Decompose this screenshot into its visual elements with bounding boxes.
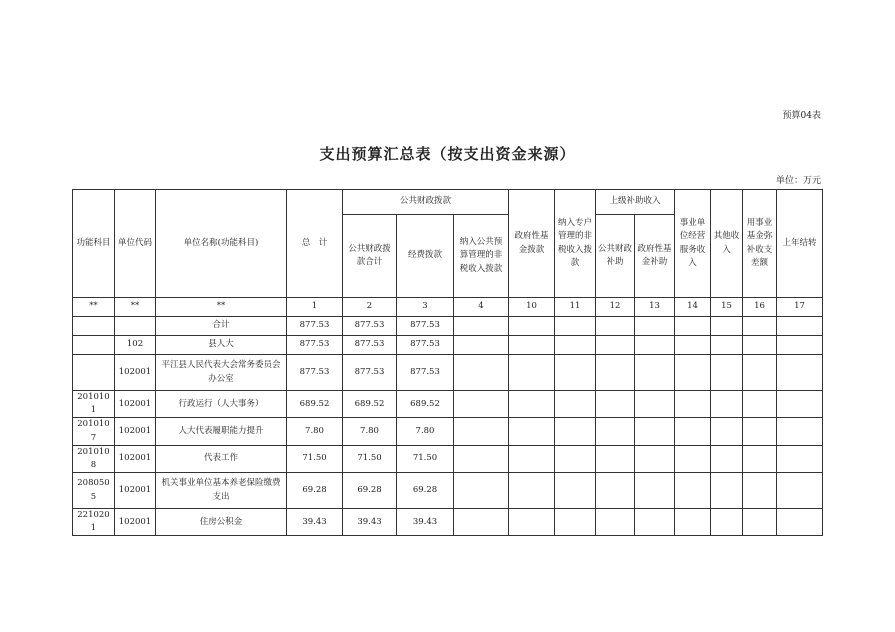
cell-total: 71.50 (287, 445, 343, 472)
cell-funding: 877.53 (397, 317, 454, 336)
table-row (73, 473, 823, 509)
cell-funding: 877.53 (397, 355, 454, 391)
unit-label: 单位：万元 (775, 176, 821, 186)
cell-func: 2080505 (73, 473, 115, 509)
page-title: 支出预算汇总表（按支出资金来源） (319, 145, 576, 163)
cell-func (73, 355, 115, 391)
cell-total: 877.53 (287, 355, 343, 391)
cell-funding: 7.80 (397, 418, 454, 445)
budget-table (72, 189, 823, 536)
cell-pf-total: 877.53 (343, 336, 397, 355)
header-special-nontax: 纳入专户管理的非税收入拨款 (555, 190, 596, 298)
table-row (73, 418, 823, 445)
cell-code: 102001 (115, 509, 156, 536)
cell-func: 2010101 (73, 391, 115, 418)
table-row (73, 355, 823, 391)
cell-func: 2210201 (73, 509, 115, 536)
cell-code: 102001 (115, 391, 156, 418)
header-superior: 上级补助收入 (596, 190, 675, 215)
col-num: 1 (287, 298, 343, 317)
header-other: 其他收入 (711, 190, 743, 298)
cell-total: 877.53 (287, 336, 343, 355)
col-num: 4 (454, 298, 509, 317)
header-unit-name: 单位名称(功能科目) (156, 190, 287, 298)
table-row (73, 336, 823, 355)
cell-name: 住房公积金 (156, 509, 287, 536)
cell-code: 102001 (115, 445, 156, 472)
cell-code: 102001 (115, 418, 156, 445)
header-func-code: 功能科目 (73, 190, 115, 298)
col-num: 15 (711, 298, 743, 317)
header-business: 事业单位经营服务收入 (675, 190, 711, 298)
cell-name: 合计 (156, 317, 287, 336)
cell-funding: 39.43 (397, 509, 454, 536)
cell-pf-total: 877.53 (343, 317, 397, 336)
table-row (73, 391, 823, 418)
cell-funding: 689.52 (397, 391, 454, 418)
cell-pf-total: 71.50 (343, 445, 397, 472)
cell-funding: 877.53 (397, 336, 454, 355)
header-row-1 (73, 190, 823, 215)
cell-code: 102001 (115, 473, 156, 509)
col-num: 14 (675, 298, 711, 317)
header-fund-makeup: 用事业基金弥补收支差额 (743, 190, 777, 298)
cell-total: 69.28 (287, 473, 343, 509)
cell-code (115, 317, 156, 336)
header-gov-fund: 政府性基金拨款 (509, 190, 555, 298)
cell-pf-total: 689.52 (343, 391, 397, 418)
cell-name: 县人大 (156, 336, 287, 355)
header-unit-code: 单位代码 (115, 190, 156, 298)
col-num: 3 (397, 298, 454, 317)
table-row (73, 445, 823, 472)
col-num: 16 (743, 298, 777, 317)
cell-name: 行政运行（人大事务） (156, 391, 287, 418)
form-number: 预算04表 (782, 111, 821, 121)
header-public-finance-total: 公共财政拨款合计 (343, 215, 397, 298)
header-sup-public: 公共财政补助 (596, 215, 635, 298)
header-nonbudget: 纳入公共预算管理的非税收入拨款 (454, 215, 509, 298)
cell-total: 877.53 (287, 317, 343, 336)
cell-name: 机关事业单位基本养老保险缴费支出 (156, 473, 287, 509)
cell-func: 2010107 (73, 418, 115, 445)
cell-func (73, 317, 115, 336)
column-number-row (73, 298, 823, 317)
col-num: 2 (343, 298, 397, 317)
col-num: ** (156, 298, 287, 317)
header-public-finance: 公共财政拨款 (343, 190, 509, 215)
cell-pf-total: 39.43 (343, 509, 397, 536)
cell-funding: 69.28 (397, 473, 454, 509)
cell-pf-total: 877.53 (343, 355, 397, 391)
col-num: 10 (509, 298, 555, 317)
col-num: 12 (596, 298, 635, 317)
header-carryover: 上年结转 (777, 190, 823, 298)
cell-total: 7.80 (287, 418, 343, 445)
col-num: 11 (555, 298, 596, 317)
cell-name: 人大代表履职能力提升 (156, 418, 287, 445)
table-row (73, 509, 823, 536)
cell-code: 102001 (115, 355, 156, 391)
cell-func (73, 336, 115, 355)
col-num: ** (73, 298, 115, 317)
cell-name: 平江县人民代表大会常务委员会办公室 (156, 355, 287, 391)
cell-pf-total: 7.80 (343, 418, 397, 445)
col-num: ** (115, 298, 156, 317)
cell-func: 2010108 (73, 445, 115, 472)
cell-total: 689.52 (287, 391, 343, 418)
col-num: 17 (777, 298, 823, 317)
col-num: 13 (635, 298, 675, 317)
cell-code: 102 (115, 336, 156, 355)
cell-funding: 71.50 (397, 445, 454, 472)
header-total: 总 计 (287, 190, 343, 298)
header-sup-fund: 政府性基金补助 (635, 215, 675, 298)
table-row (73, 317, 823, 336)
cell-name: 代表工作 (156, 445, 287, 472)
cell-total: 39.43 (287, 509, 343, 536)
cell-pf-total: 69.28 (343, 473, 397, 509)
header-funding: 经费拨款 (397, 215, 454, 298)
